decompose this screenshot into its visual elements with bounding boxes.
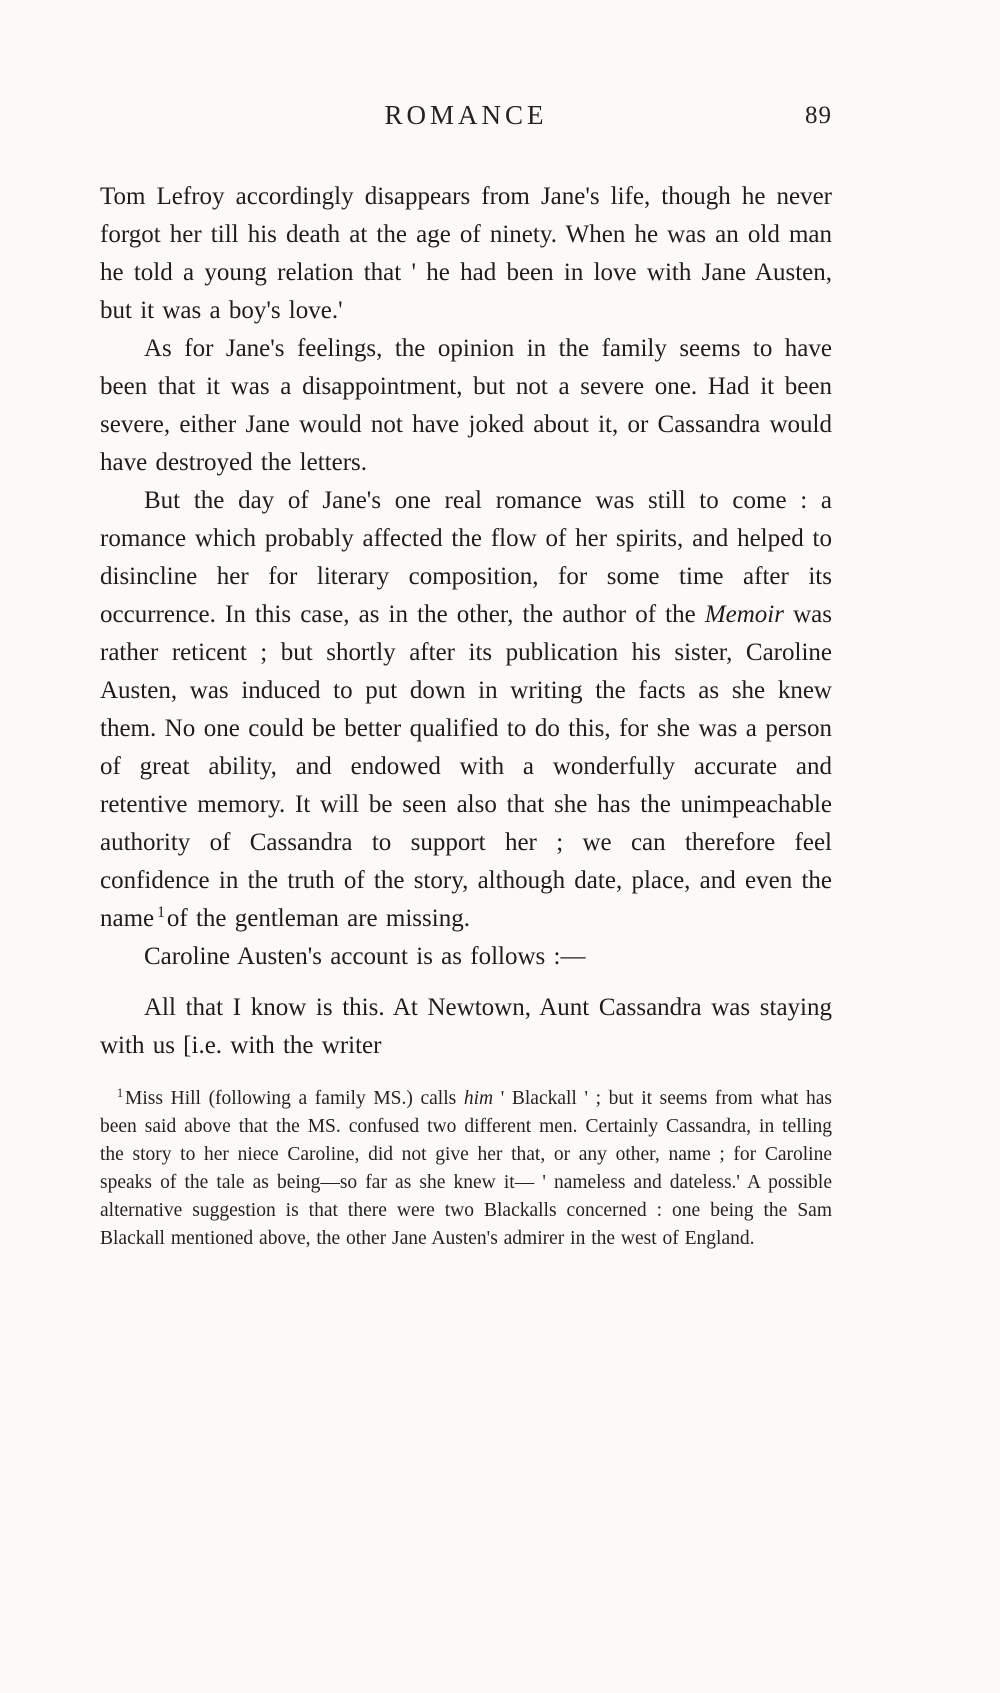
- paragraph: [100, 330, 832, 482]
- text-run: But the day of Jane's one real romance was still to come : a romance which probably affected the flow of her spirits, and helped to disincline her for literary composition, for some time after its occurrence. In this case, as in the other, the author of the: [100, 487, 832, 628]
- text-run: All that I know is this. At Newtown, Aunt Cassandra was staying with us [i.e. with the writer: [100, 994, 832, 1059]
- text-run: Memoir: [704, 601, 784, 628]
- text-run: Caroline Austen's account is as follows :—: [144, 943, 586, 970]
- page-number: 89: [805, 102, 832, 129]
- text-run: was rather reticent ; but shortly after its publication his sister, Caroline Austen, was induced to put down in writing the facts as she knew them. No one could be better qualified to do this, for she was a person of great ability, and endowed with a wonderfully accurate and retentive memory. It will be seen also that she has the unimpeachable authority of Cassandra to support her ; we can therefore feel confidence in the truth of the story, although date, place, and even the name: [100, 601, 832, 932]
- paragraph: [100, 178, 832, 330]
- paragraph: [100, 482, 832, 938]
- paragraph: [100, 938, 832, 976]
- footnote-marker: 1: [117, 1085, 124, 1100]
- text-run: him: [463, 1088, 494, 1109]
- running-title: ROMANCE: [384, 100, 548, 130]
- footnote-marker: 1: [157, 903, 165, 921]
- text-run: Tom Lefroy accordingly disappears from Jane's life, though he never forgot her till his death at the age of ninety. When he was an old man he told a young relation that ' he had been in love with Jane Austen, but it was a boy's love.': [100, 183, 832, 324]
- text-run: ' Blackall ' ; but it seems from what has been said above that the MS. confused two different men. Certainly Cassandra, in telling the story to her niece Caroline, did not give her that, or any other, name ; for Caroline speaks of the tale as being—so far as she knew it— ' nameless and dateless.' A possible alternative suggestion is that there were two Blackalls concerned : one being the Sam Blackall mentioned above, the other Jane Austen's admirer in the west of England.: [100, 1088, 832, 1249]
- paragraph: [100, 989, 832, 1065]
- text-run: As for Jane's feelings, the opinion in the family seems to have been that it was a disappointment, but not a severe one. Had it been severe, either Jane would not have joked about it, or Cassandra would have destroyed the letters.: [100, 335, 832, 476]
- body-text: [100, 178, 832, 1065]
- text-run: Miss Hill (following a family MS.) calls: [125, 1088, 464, 1109]
- page-header: [100, 100, 832, 134]
- text-run: of the gentleman are missing.: [166, 905, 470, 932]
- footnote: [100, 1085, 832, 1253]
